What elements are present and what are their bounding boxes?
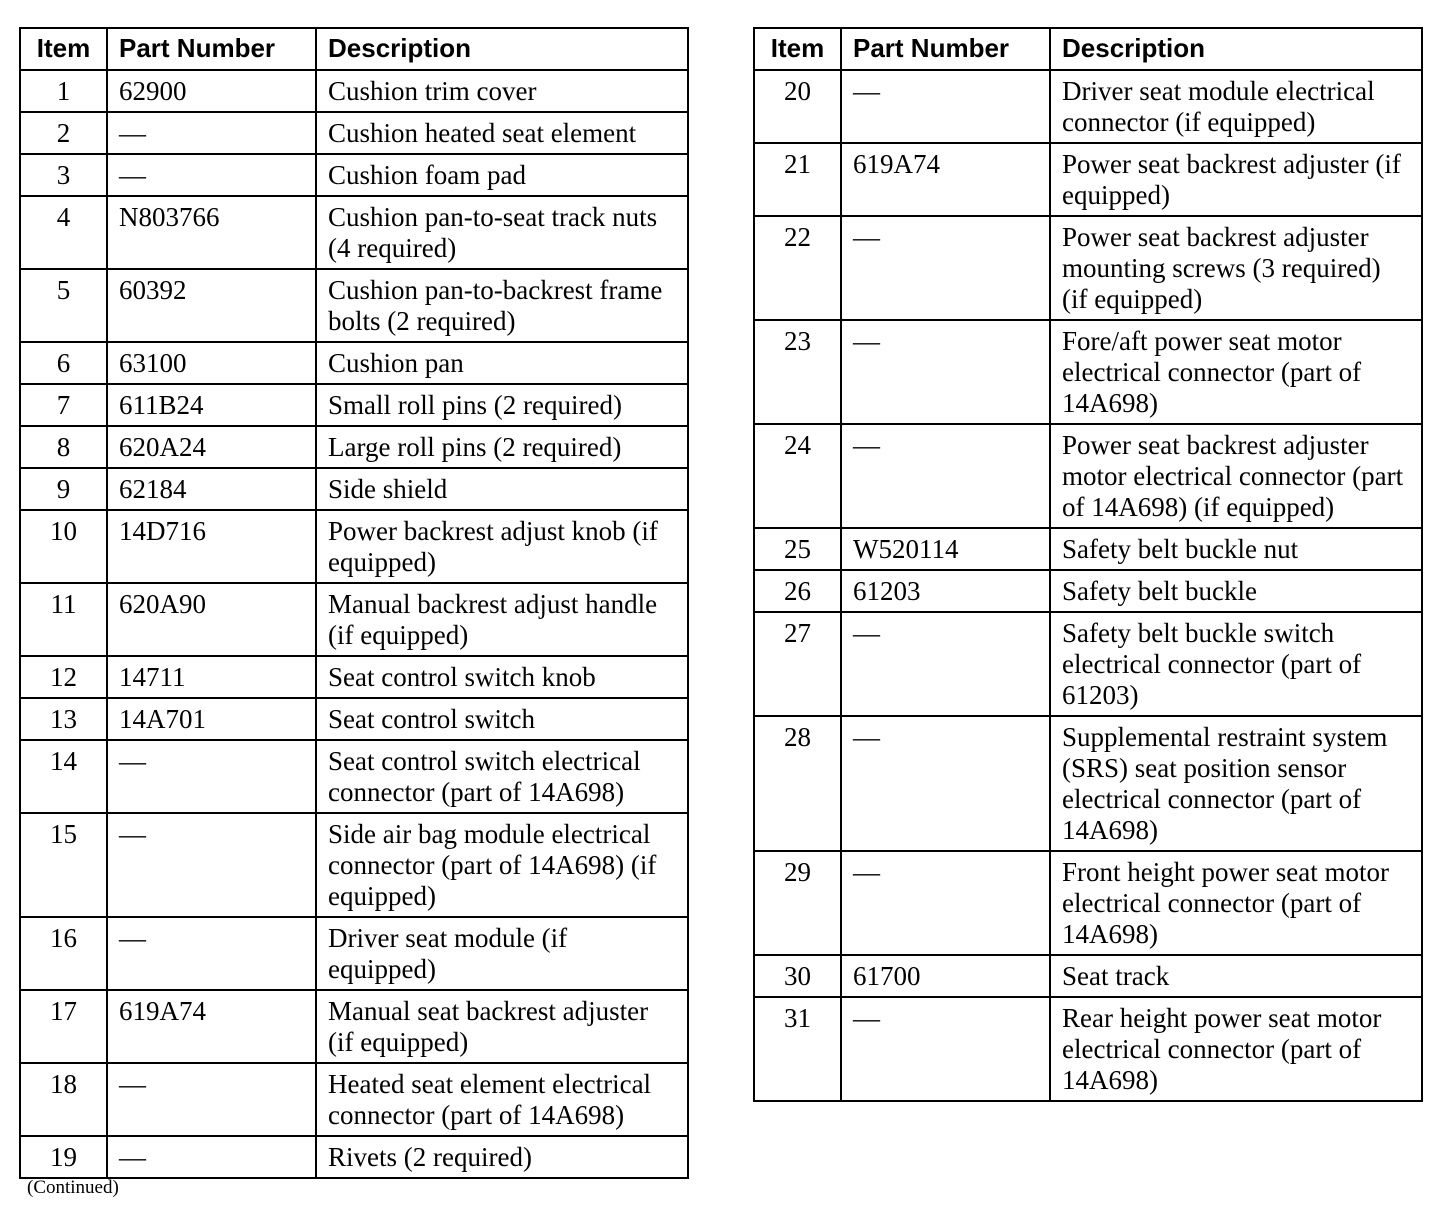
part-number-cell: — [841,716,1050,851]
description-cell: Cushion pan-to-backrest frame bolts (2 required) [316,269,688,342]
description-cell: Cushion pan [316,342,688,384]
table-row [20,656,688,698]
description-cell: Power backrest adjust knob (if equipped) [316,510,688,583]
table-row [754,143,1422,216]
description-cell: Manual seat backrest adjuster (if equipped) [316,990,688,1063]
part-number-cell: — [841,216,1050,320]
description-cell: Cushion pan-to-seat track nuts (4 required) [316,196,688,269]
item-cell: 9 [20,468,107,510]
item-cell: 19 [20,1136,107,1178]
item-cell: 15 [20,813,107,917]
table-row [20,698,688,740]
item-cell: 29 [754,851,841,955]
parts-table-left [19,27,689,1179]
table-header-row [754,28,1422,70]
part-number-cell: 620A24 [107,426,316,468]
description-cell: Safety belt buckle switch electrical connector (part of 61203) [1050,612,1422,716]
table-row [20,154,688,196]
description-cell: Front height power seat motor electrical connector (part of 14A698) [1050,851,1422,955]
part-number-cell: 62184 [107,468,316,510]
table-row [20,510,688,583]
item-cell: 4 [20,196,107,269]
part-number-cell: 619A74 [841,143,1050,216]
description-cell: Supplemental restraint system (SRS) seat position sensor electrical connector (part of 14A698) [1050,716,1422,851]
item-cell: 24 [754,424,841,528]
description-cell: Side shield [316,468,688,510]
description-cell: Seat control switch knob [316,656,688,698]
part-number-cell: — [107,740,316,813]
table-row [20,112,688,154]
table-row [20,426,688,468]
part-number-cell: — [107,813,316,917]
item-cell: 7 [20,384,107,426]
part-number-cell: 14D716 [107,510,316,583]
description-cell: Large roll pins (2 required) [316,426,688,468]
part-number-cell: — [107,1063,316,1136]
table-row [754,955,1422,997]
part-number-cell: 14A701 [107,698,316,740]
continued-note: (Continued) [27,1177,119,1198]
description-cell: Power seat backrest adjuster (if equipped) [1050,143,1422,216]
header-item: Item [754,28,841,70]
item-cell: 10 [20,510,107,583]
table-row [20,342,688,384]
header-description: Description [316,28,688,70]
table-body [20,70,688,1178]
part-number-cell: 620A90 [107,583,316,656]
table-row [754,424,1422,528]
part-number-cell: — [841,997,1050,1101]
item-cell: 12 [20,656,107,698]
item-cell: 22 [754,216,841,320]
table-row [20,384,688,426]
table-row [20,813,688,917]
header-part-number: Part Number [107,28,316,70]
table-row [754,320,1422,424]
part-number-cell: — [107,1136,316,1178]
item-cell: 17 [20,990,107,1063]
part-number-cell: — [841,612,1050,716]
part-number-cell: — [107,154,316,196]
description-cell: Manual backrest adjust handle (if equipped) [316,583,688,656]
part-number-cell: — [841,70,1050,143]
item-cell: 14 [20,740,107,813]
item-cell: 23 [754,320,841,424]
table-header-row [20,28,688,70]
table-row [20,468,688,510]
item-cell: 1 [20,70,107,112]
description-cell: Cushion trim cover [316,70,688,112]
part-number-cell: 61203 [841,570,1050,612]
description-cell: Seat track [1050,955,1422,997]
table-row [754,851,1422,955]
table-row [754,997,1422,1101]
description-cell: Driver seat module (if equipped) [316,917,688,990]
item-cell: 20 [754,70,841,143]
part-number-cell: N803766 [107,196,316,269]
item-cell: 11 [20,583,107,656]
part-number-cell: W520114 [841,528,1050,570]
description-cell: Power seat backrest adjuster motor electrical connector (part of 14A698) (if equipped) [1050,424,1422,528]
description-cell: Side air bag module electrical connector (part of 14A698) (if equipped) [316,813,688,917]
table-row [20,196,688,269]
item-cell: 30 [754,955,841,997]
table-row [20,583,688,656]
item-cell: 18 [20,1063,107,1136]
description-cell: Power seat backrest adjuster mounting screws (3 required) (if equipped) [1050,216,1422,320]
table-row [754,528,1422,570]
table-row [20,1063,688,1136]
part-number-cell: 60392 [107,269,316,342]
description-cell: Small roll pins (2 required) [316,384,688,426]
item-cell: 16 [20,917,107,990]
table-row [754,570,1422,612]
part-number-cell: 61700 [841,955,1050,997]
table-row [20,740,688,813]
part-number-cell: — [841,424,1050,528]
table-row [20,917,688,990]
item-cell: 2 [20,112,107,154]
description-cell: Safety belt buckle [1050,570,1422,612]
part-number-cell: 611B24 [107,384,316,426]
part-number-cell: 14711 [107,656,316,698]
item-cell: 5 [20,269,107,342]
description-cell: Safety belt buckle nut [1050,528,1422,570]
description-cell: Rivets (2 required) [316,1136,688,1178]
part-number-cell: 619A74 [107,990,316,1063]
description-cell: Cushion foam pad [316,154,688,196]
item-cell: 25 [754,528,841,570]
item-cell: 28 [754,716,841,851]
description-cell: Heated seat element electrical connector (part of 14A698) [316,1063,688,1136]
description-cell: Seat control switch electrical connector (part of 14A698) [316,740,688,813]
item-cell: 27 [754,612,841,716]
item-cell: 26 [754,570,841,612]
part-number-cell: — [107,917,316,990]
header-part-number: Part Number [841,28,1050,70]
table-row [20,70,688,112]
table-row [754,716,1422,851]
table-row [20,990,688,1063]
parts-table-right [753,27,1423,1102]
part-number-cell: — [107,112,316,154]
description-cell: Fore/aft power seat motor electrical connector (part of 14A698) [1050,320,1422,424]
description-cell: Driver seat module electrical connector (if equipped) [1050,70,1422,143]
header-description: Description [1050,28,1422,70]
item-cell: 31 [754,997,841,1101]
item-cell: 8 [20,426,107,468]
part-number-cell: — [841,320,1050,424]
header-item: Item [20,28,107,70]
table-row [754,70,1422,143]
table-row [20,269,688,342]
table-row [754,216,1422,320]
table-row [20,1136,688,1178]
item-cell: 13 [20,698,107,740]
part-number-cell: 62900 [107,70,316,112]
item-cell: 21 [754,143,841,216]
description-cell: Seat control switch [316,698,688,740]
item-cell: 3 [20,154,107,196]
item-cell: 6 [20,342,107,384]
part-number-cell: — [841,851,1050,955]
table-body [754,70,1422,1101]
table-row [754,612,1422,716]
description-cell: Cushion heated seat element [316,112,688,154]
part-number-cell: 63100 [107,342,316,384]
description-cell: Rear height power seat motor electrical connector (part of 14A698) [1050,997,1422,1101]
